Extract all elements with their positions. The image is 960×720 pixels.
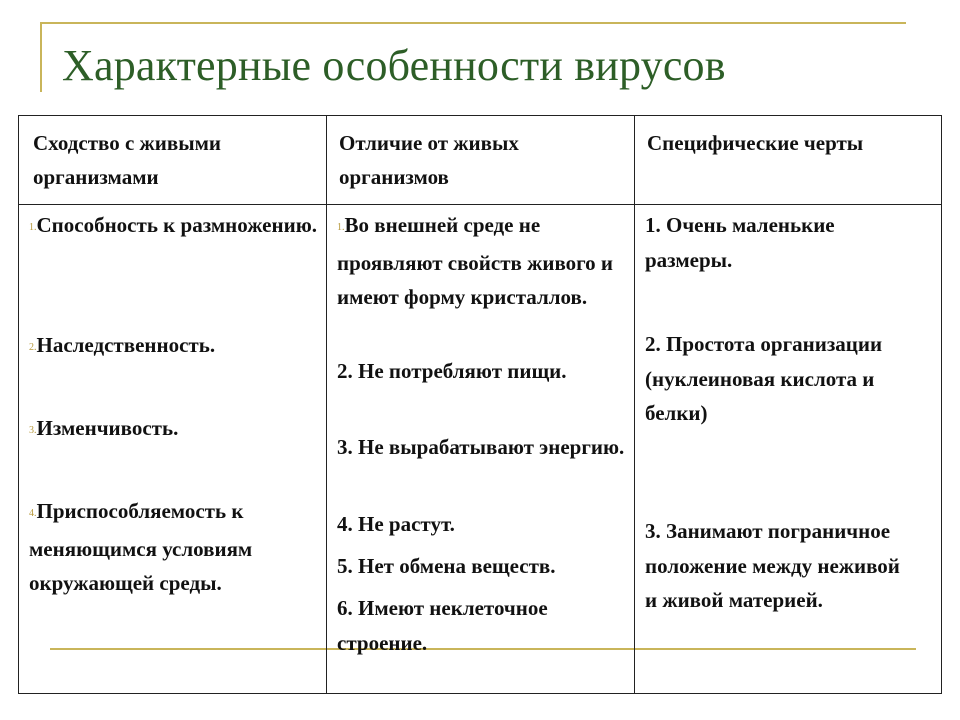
item-text: Во внешней среде не проявляют свойств живого и имеют форму кристаллов. bbox=[337, 213, 614, 309]
similarity-item-1 bbox=[29, 208, 319, 246]
specific-item-1: 1. Очень маленькие размеры. bbox=[645, 213, 835, 272]
similarity-item-4 bbox=[29, 494, 321, 601]
decor-line-left bbox=[40, 22, 42, 92]
bullet-number: 2. bbox=[29, 342, 37, 353]
difference-item-3: 3. Не вырабатывают энергию. bbox=[337, 435, 625, 459]
bullet-number: 4. bbox=[29, 508, 37, 519]
virus-features-table bbox=[18, 115, 942, 694]
header-similarity: Сходство с живыми организмами bbox=[33, 131, 222, 189]
item-text: Изменчивость. bbox=[36, 416, 179, 440]
item-text: Наследственность. bbox=[36, 333, 216, 357]
bullet-number: 1. bbox=[29, 222, 37, 233]
bullet-number: 1. bbox=[337, 222, 345, 233]
slide-title: Характерные особенности вирусов bbox=[62, 41, 726, 90]
table-divider-col-2 bbox=[634, 116, 635, 693]
table-divider-header bbox=[19, 204, 941, 205]
similarity-item-2 bbox=[29, 328, 319, 366]
header-specific: Специфические черты bbox=[647, 131, 864, 155]
item-text: Способность к размножению. bbox=[36, 213, 317, 237]
decor-line-top bbox=[40, 22, 906, 24]
difference-item-6: 6. Имеют неклеточное строение. bbox=[337, 596, 548, 655]
specific-item-2: 2. Простота организации (нуклеиновая кислота и белки) bbox=[645, 332, 883, 425]
difference-item-1 bbox=[337, 208, 627, 315]
bullet-number: 3. bbox=[29, 425, 37, 436]
header-difference: Отличие от живых организмов bbox=[339, 131, 519, 189]
difference-item-2: 2. Не потребляют пищи. bbox=[337, 359, 567, 383]
table-divider-col-1 bbox=[326, 116, 327, 693]
item-text: Приспособляемость к меняющимся условиям окружающей среды. bbox=[29, 499, 253, 595]
difference-item-4: 4. Не растут. bbox=[337, 512, 455, 536]
specific-item-3: 3. Занимают пограничное положение между неживой и живой материей. bbox=[645, 519, 900, 612]
similarity-item-3 bbox=[29, 411, 319, 449]
difference-item-5: 5. Нет обмена веществ. bbox=[337, 554, 556, 578]
